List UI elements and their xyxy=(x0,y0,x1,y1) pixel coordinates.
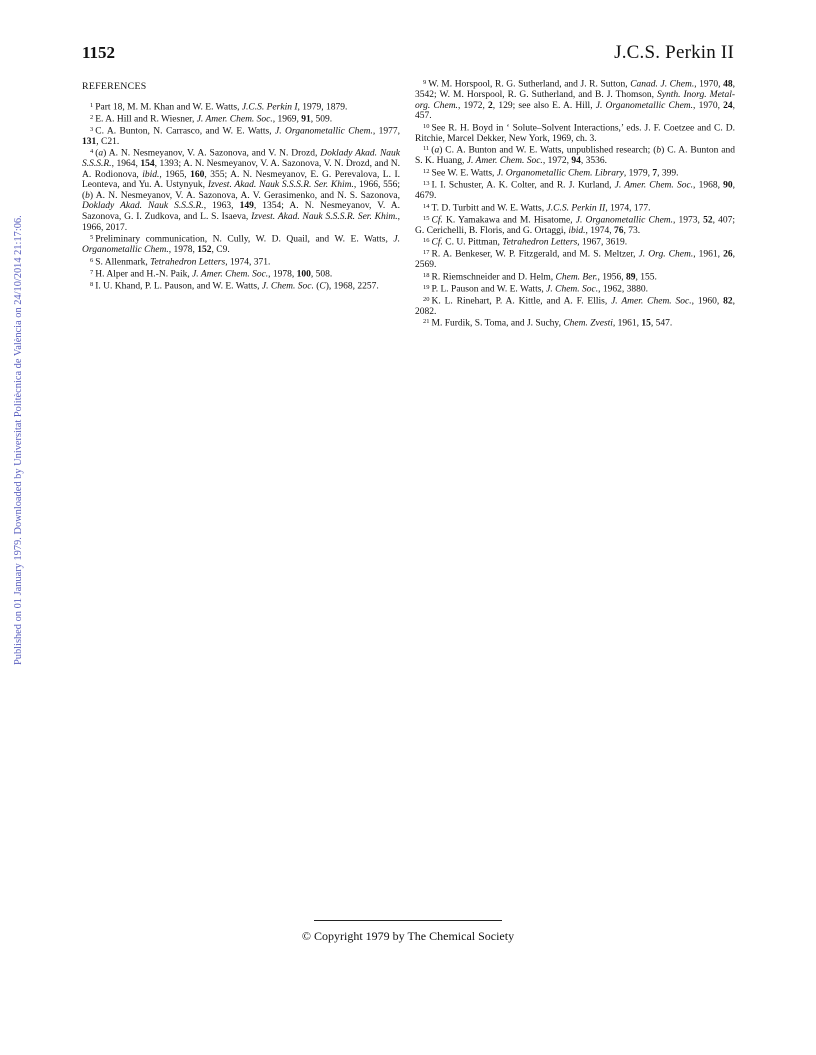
reference-text: R. Riemschneider and D. Helm, Chem. Ber., 1956, 89, 155. xyxy=(431,272,657,283)
reference-item xyxy=(82,101,400,113)
reference-number: 18 xyxy=(423,271,430,279)
reference-item xyxy=(82,268,400,280)
reference-number: 2 xyxy=(90,113,94,121)
reference-text: P. L. Pauson and W. E. Watts, J. Chem. Soc., 1962, 3880. xyxy=(431,284,649,295)
reference-item xyxy=(415,144,735,167)
download-notice: Published on 01 January 1979. Downloaded by Universitat Politècnica de València on 24/10/2014 21:17:06. xyxy=(13,215,24,665)
reference-item xyxy=(415,317,735,329)
references-column-right xyxy=(415,78,735,330)
reference-number: 9 xyxy=(423,79,427,86)
reference-text: (a) C. A. Bunton and W. E. Watts, unpublished research; (b) C. A. Bunton and S. K. Huang, J. Amer. Chem. Soc., 1972, 94, 3536. xyxy=(415,145,735,167)
reference-text: T. D. Turbitt and W. E. Watts, J.C.S. Perkin II, 1974, 177. xyxy=(431,203,651,214)
reference-text: C. A. Bunton, N. Carrasco, and W. E. Watts, J. Organometallic Chem., 1977, 131, C21. xyxy=(82,126,401,147)
reference-text: K. L. Rinehart, P. A. Kittle, and A. F. Ellis, J. Amer. Chem. Soc., 1960, 82, 2082. xyxy=(415,296,735,317)
reference-text: Cf. K. Yamakawa and M. Hisatome, J. Organometallic Chem., 1973, 52, 407; G. Cerichelli, B. Floris, and G. Ortaggi, ibid., 1974, 76, 73. xyxy=(415,215,736,236)
reference-number: 4 xyxy=(90,148,94,156)
reference-text: M. Furdik, S. Toma, and J. Suchy, Chem. Zvesti, 1961, 15, 547. xyxy=(431,318,673,329)
references-heading: REFERENCES xyxy=(82,81,147,92)
reference-item xyxy=(82,233,400,256)
reference-text: See R. H. Boyd in ‘ Solute–Solvent Interactions,’ eds. J. F. Coetzee and C. D. Ritchie, Marcel Dekker, New York, 1969, ch. 3. xyxy=(415,123,735,144)
reference-item xyxy=(415,236,735,248)
reference-number: 13 xyxy=(423,179,430,187)
reference-item xyxy=(415,283,735,295)
copyright-notice: © Copyright 1979 by The Chemical Society xyxy=(301,929,515,943)
reference-number: 21 xyxy=(423,318,430,326)
reference-number: 16 xyxy=(423,237,430,245)
reference-number: 3 xyxy=(90,125,94,133)
reference-item xyxy=(82,113,400,125)
reference-text: Preliminary communication, N. Cully, W. D. Quail, and W. E. Watts, J. Organometallic Chem., 1978, 152, C9. xyxy=(82,234,400,256)
reference-item xyxy=(82,280,400,292)
reference-item xyxy=(415,271,735,283)
reference-text: E. A. Hill and R. Wiesner, J. Amer. Chem. Soc., 1969, 91, 509. xyxy=(95,114,333,125)
reference-text: W. M. Horspool, R. G. Sutherland, and J. R. Sutton, Canad. J. Chem., 1970, 48, 3542; W. M. Horspool, R. G. Sutherland, and B. J. Thomson, Synth. Inorg. Metal-org. Chem., 1972, 2, 129; see also E. A. Hill, J. Organometallic Chem., 1970, 24, 457. xyxy=(415,79,736,122)
reference-number: 20 xyxy=(423,295,430,303)
reference-text: I. I. Schuster, A. K. Colter, and R. J. Kurland, J. Amer. Chem. Soc., 1968, 90, 4679. xyxy=(415,180,735,201)
reference-number: 6 xyxy=(90,256,94,264)
reference-number: 10 xyxy=(423,122,430,130)
reference-item xyxy=(415,214,735,237)
reference-item xyxy=(415,179,735,202)
reference-number: 1 xyxy=(90,101,94,109)
reference-number: 11 xyxy=(423,145,430,153)
reference-item xyxy=(415,167,735,179)
footer-rule xyxy=(314,920,502,921)
reference-text: Part 18, M. M. Khan and W. E. Watts, J.C.S. Perkin I, 1979, 1879. xyxy=(95,102,348,113)
reference-item xyxy=(415,122,735,145)
reference-number: 19 xyxy=(423,283,430,291)
reference-item xyxy=(415,78,735,122)
reference-list-left xyxy=(82,101,400,292)
reference-text: Cf. C. U. Pittman, Tetrahedron Letters, 1967, 3619. xyxy=(431,237,628,248)
reference-text: S. Allenmark, Tetrahedron Letters, 1974, 371. xyxy=(95,257,271,268)
reference-item xyxy=(415,248,735,271)
reference-item xyxy=(82,256,400,268)
reference-text: See W. E. Watts, J. Organometallic Chem. Library, 1979, 7, 399. xyxy=(431,168,679,179)
reference-text: (a) A. N. Nesmeyanov, V. A. Sazonova, and V. N. Drozd, Doklady Akad. Nauk S.S.S.R., 1964, 154, 1393; A. N. Nesmeyanov, V. A. Sazonova, V. N. Drozd, and N. A. Rodionova, ibid., 1965, 160, 355; A. N. Nesmeyanov, E. G. Perevalova, L. I. Leonteva, and Yu. A. Ustynyuk, Izvest. Akad. Nauk S.S.S.R. Ser. Khim., 1966, 556; (b) A. N. Nesmeyanov, V. A. Sazonova, A. V. Gerasimenko, and N. S. Sazonova, Doklady Akad. Nauk S.S.S.R., 1963, 149, 1354; A. N. Nesmeyanov, V. A. Sazonova, G. I. Zudkova, and L. S. Isaeva, Izvest. Akad. Nauk S.S.S.R. Ser. Khim., 1966, 2017. xyxy=(82,148,401,233)
reference-number: 8 xyxy=(90,280,94,288)
reference-item xyxy=(82,125,400,148)
references-column-left xyxy=(82,78,400,292)
reference-list-right xyxy=(415,78,735,330)
reference-text: R. A. Benkeser, W. P. Fitzgerald, and M. S. Meltzer, J. Org. Chem., 1961, 26, 2569. xyxy=(415,249,736,271)
page-number: 1152 xyxy=(82,43,116,62)
reference-item xyxy=(415,295,735,318)
reference-number: 17 xyxy=(423,249,430,257)
reference-number: 12 xyxy=(423,167,430,175)
reference-number: 15 xyxy=(423,214,430,222)
reference-item xyxy=(415,202,735,214)
reference-number: 5 xyxy=(90,234,94,242)
reference-number: 7 xyxy=(90,268,94,276)
journal-title: J.C.S. Perkin II xyxy=(614,42,734,63)
reference-text: I. U. Khand, P. L. Pauson, and W. E. Watts, J. Chem. Soc. (C), 1968, 2257. xyxy=(95,281,379,292)
reference-item xyxy=(82,147,400,233)
reference-number: 14 xyxy=(423,202,430,210)
reference-text: H. Alper and H.-N. Paik, J. Amer. Chem. Soc., 1978, 100, 508. xyxy=(95,269,333,280)
